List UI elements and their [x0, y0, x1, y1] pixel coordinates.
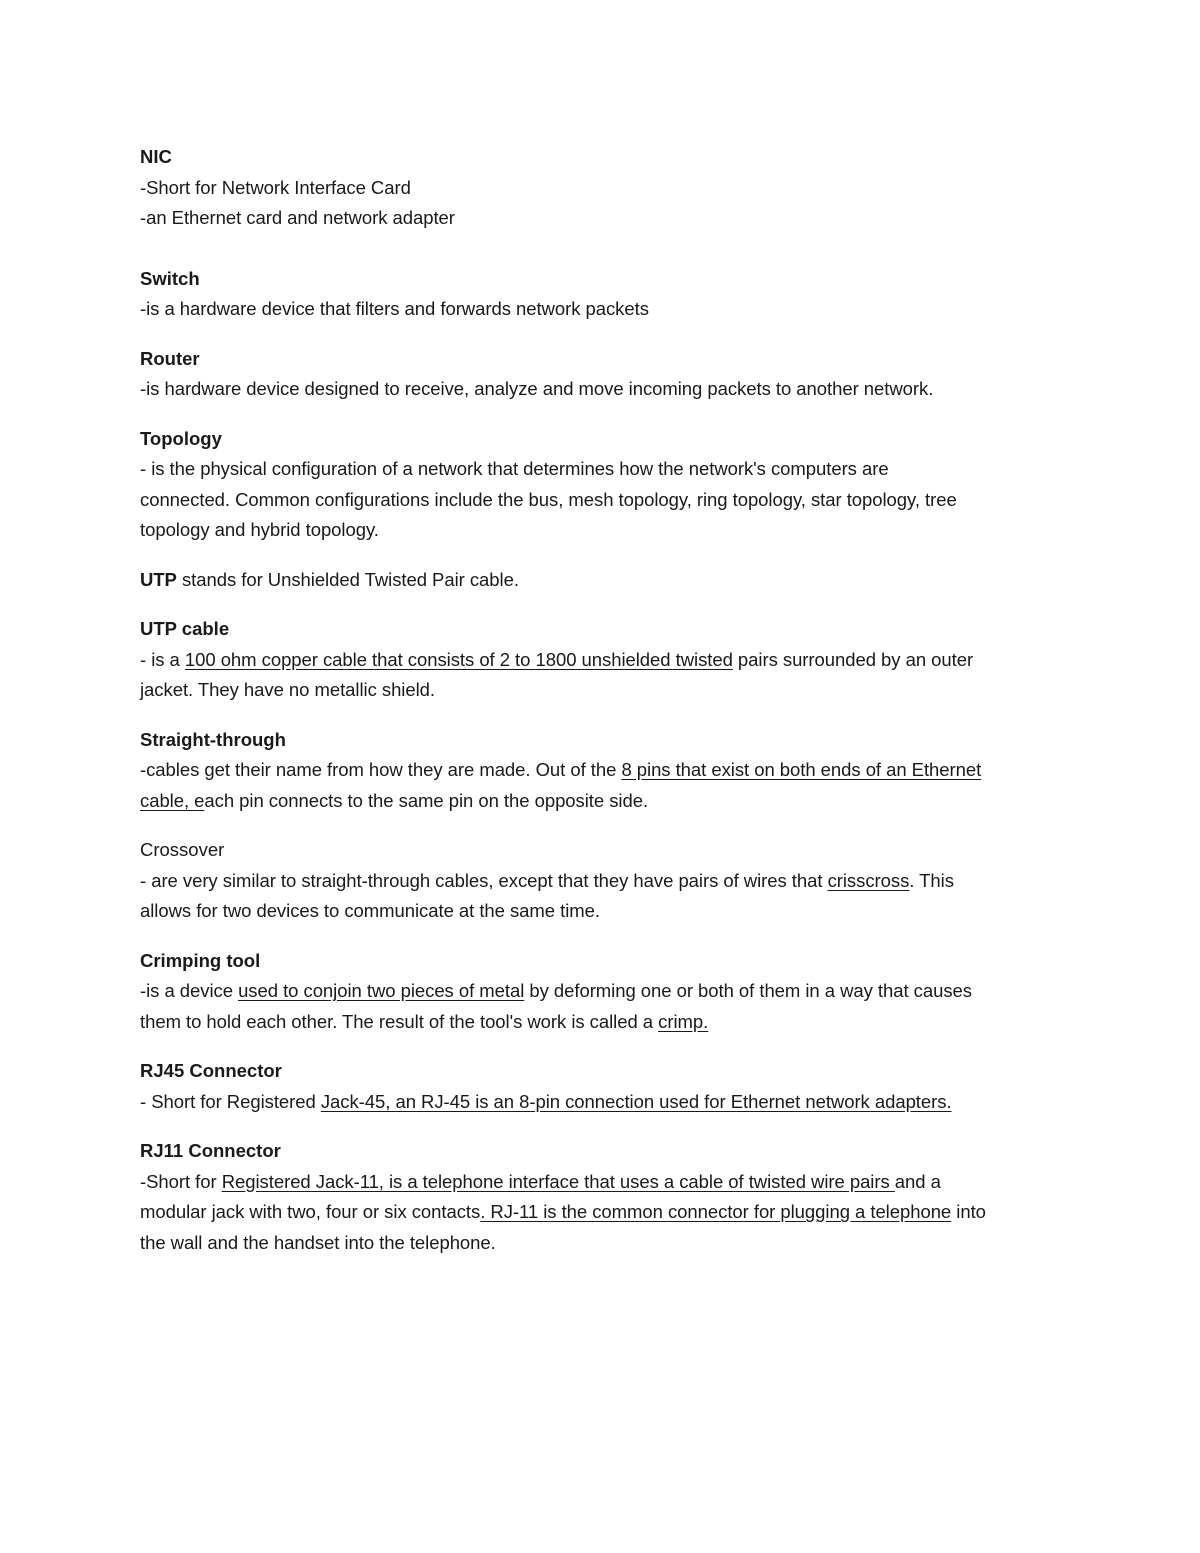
- rj11-underlined-text-2: . RJ-11 is the common connector for plugging a telephone: [480, 1201, 952, 1222]
- straight-through-underlined-text-2: cable, e: [140, 789, 205, 811]
- rj45-text-a: - Short for Registered: [140, 1090, 321, 1112]
- straight-through-text-b: ach pin connects to the same pin on the opposite side.: [204, 789, 649, 811]
- switch-heading: Switch: [140, 267, 200, 289]
- document-page: [140, 142, 1070, 1258]
- utp-cable-text-b: pairs surrounded by an outer: [732, 648, 974, 670]
- rj11-text-c: modular jack with two, four or six contacts: [140, 1201, 481, 1222]
- crimping-underlined-text-2: crimp.: [658, 1010, 709, 1032]
- rj45-definition: [140, 1087, 1070, 1118]
- straight-through-text-a: -cables get their name from how they are made. Out of the: [140, 759, 622, 780]
- crimping-text-c: them to hold each other. The result of the tool's work is called a: [140, 1010, 659, 1032]
- utp-cable-definition-line-1: [140, 645, 1070, 676]
- topology-definition-line-3: topology and hybrid topology.: [140, 519, 379, 540]
- utp-cable-text-a: - is a: [140, 648, 185, 670]
- router-heading: Router: [140, 347, 200, 369]
- crimping-underlined-text-1: used to conjoin two pieces of metal: [238, 980, 525, 1001]
- straight-through-heading: Straight-through: [140, 728, 286, 750]
- utp-stands-line: [140, 565, 1070, 596]
- rj11-definition-line-2: [140, 1197, 1070, 1228]
- utp-cable-heading: UTP cable: [140, 618, 230, 639]
- topology-definition-line-1: - is the physical configuration of a network that determines how the network's computers are: [140, 458, 889, 479]
- crossover-underlined-text: crisscross: [827, 869, 910, 891]
- nic-definition-line-1: -Short for Network Interface Card: [140, 176, 411, 198]
- rj45-underlined-text: Jack-45, an RJ-45 is an 8-pin connection used for Ethernet network adapters.: [320, 1090, 952, 1112]
- rj45-heading: RJ45 Connector: [140, 1060, 282, 1081]
- crossover-text-a: - are very similar to straight-through cables, except that they have pairs of wires that: [140, 869, 828, 891]
- rj11-text-b: and a: [894, 1170, 941, 1192]
- rj11-definition-line-1: [140, 1167, 1070, 1198]
- crossover-heading: Crossover: [140, 839, 225, 860]
- rj11-text-d: into: [951, 1201, 986, 1222]
- rj11-text-a: -Short for: [140, 1170, 222, 1192]
- utp-stands-text: stands for Unshielded Twisted Pair cable.: [176, 568, 519, 590]
- utp-cable-underlined-text: 100 ohm copper cable that consists of 2 to 1800 unshielded twisted: [184, 648, 733, 670]
- crossover-definition-line-2: allows for two devices to communicate at the same time.: [140, 900, 600, 921]
- nic-heading: NIC: [140, 146, 172, 167]
- crimping-tool-heading: Crimping tool: [140, 949, 261, 971]
- crossover-definition-line-1: [140, 866, 1070, 897]
- straight-through-definition-line-2: [140, 786, 1070, 817]
- utp-cable-definition-line-2: jacket. They have no metallic shield.: [140, 679, 435, 700]
- rj11-heading: RJ11 Connector: [140, 1140, 281, 1161]
- crimping-text-a: -is a device: [140, 980, 239, 1001]
- crimping-tool-definition-line-2: [140, 1007, 1070, 1038]
- crimping-tool-definition-line-1: [140, 976, 1070, 1007]
- straight-through-underlined-text-1: 8 pins that exist on both ends of an Ethernet: [621, 759, 982, 780]
- rj11-underlined-text-1: Registered Jack-11, is a telephone interface that uses a cable of twisted wire pairs: [221, 1170, 895, 1192]
- rj11-definition-line-3: the wall and the handset into the telephone.: [140, 1231, 496, 1253]
- straight-through-definition-line-1: [140, 755, 1070, 786]
- router-definition: -is hardware device designed to receive, analyze and move incoming packets to another network.: [140, 378, 934, 399]
- utp-term: UTP: [140, 568, 177, 590]
- crimping-text-b: by deforming one or both of them in a way that causes: [524, 980, 972, 1001]
- switch-definition: -is a hardware device that filters and forwards network packets: [140, 298, 649, 319]
- topology-heading: Topology: [140, 427, 222, 449]
- crossover-text-b: . This: [909, 869, 954, 891]
- topology-definition-line-2: connected. Common configurations include the bus, mesh topology, ring topology, star topology, tree: [140, 488, 957, 510]
- nic-definition-line-2: -an Ethernet card and network adapter: [140, 207, 455, 228]
